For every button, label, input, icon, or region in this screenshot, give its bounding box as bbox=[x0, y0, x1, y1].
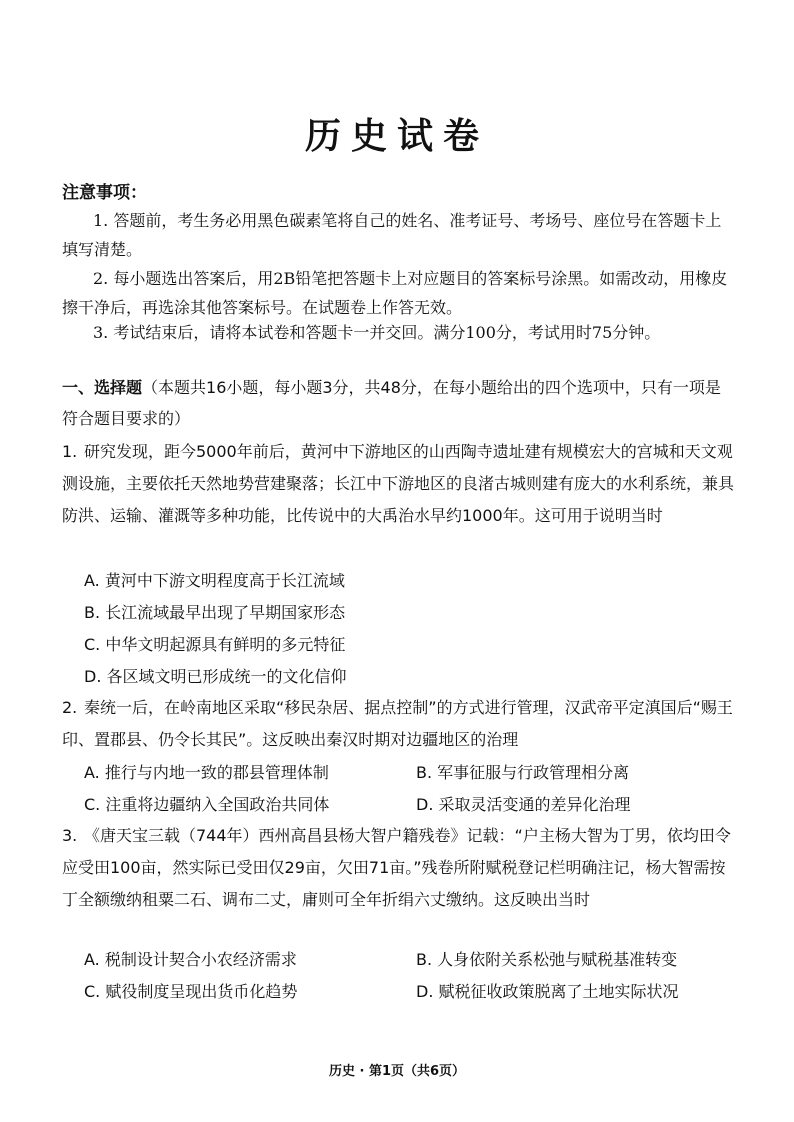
notice-item-3 bbox=[62, 318, 732, 347]
question-2 bbox=[62, 692, 736, 756]
q2-option-a: A. 推行与内地一致的郡县管理体制 bbox=[84, 763, 329, 782]
q1-option-a: A. 黄河中下游文明程度高于长江流域 bbox=[84, 571, 345, 590]
question-1 bbox=[62, 436, 736, 532]
notice-item-1 bbox=[62, 206, 732, 264]
q3-option-b: B. 人身依附关系松弛与赋税基准转变 bbox=[416, 950, 678, 969]
section-header bbox=[62, 372, 734, 434]
page-title: 历史试卷 bbox=[304, 115, 489, 157]
question-1-stem: 研究发现，距今5000年前后，黄河中下游地区的山西陶寺遗址建有规模宏大的宫城和天文观测设施，主要依托天然地势营建聚落；长江中下游地区的良渚古城则建有庞大的水利系统，兼具防洪、运输、灌溉等多种功能，比传说中的大禹治水早约1000年。这可用于说明当时 bbox=[62, 442, 735, 525]
question-3 bbox=[62, 820, 736, 916]
question-1-number: 1. bbox=[62, 442, 78, 461]
q1-option-b: B. 长江流域最早出现了早期国家形态 bbox=[84, 603, 346, 622]
section-label: 一、选择题 bbox=[62, 378, 143, 397]
q3-option-c: C. 赋役制度呈现出货币化趋势 bbox=[84, 982, 298, 1001]
q2-option-d: D. 采取灵活变通的差异化治理 bbox=[416, 795, 631, 814]
q2-option-c: C. 注重将边疆纳入全国政治共同体 bbox=[84, 795, 330, 814]
question-2-number: 2. bbox=[62, 698, 78, 717]
question-2-stem: 秦统一后，在岭南地区采取“移民杂居、据点控制”的方式进行管理，汉武帝平定滇国后“赐王印、置郡县、仍令长其民”。这反映出秦汉时期对边疆地区的治理 bbox=[62, 698, 733, 749]
q2-option-b: B. 军事征服与行政管理相分离 bbox=[416, 763, 630, 782]
page-footer: 历史 · 第1页（共6页） bbox=[328, 1064, 466, 1079]
question-3-stem: 《唐天宝三载（744年）西州高昌县杨大智户籍残卷》记载：“户主杨大智为丁男，依均田令应受田100亩，然实际已受田仅29亩，欠田71亩。”残卷所附赋税登记栏明确注记，杨大智需按丁全额缴纳租粟二石、调布二丈，庸则可全年折绢六丈缴纳。这反映出当时 bbox=[62, 826, 731, 909]
notice-heading: 注意事项： bbox=[62, 183, 147, 203]
q1-option-c: C. 中华文明起源具有鲜明的多元特征 bbox=[84, 635, 346, 654]
q1-option-d: D. 各区域文明已形成统一的文化信仰 bbox=[84, 667, 347, 686]
q3-option-a: A. 税制设计契合小农经济需求 bbox=[84, 950, 297, 969]
notice-item-2-text: 2. 每小题选出答案后，用2B铅笔把答题卡上对应题目的答案标号涂黑。如需改动，用橡皮擦干净后，再选涂其他答案标号。在试题卷上作答无效。 bbox=[62, 269, 728, 317]
notice-item-1-text: 1. 答题前，考生务必用黑色碳素笔将自己的姓名、准考证号、考场号、座位号在答题卡上填写清楚。 bbox=[62, 211, 722, 259]
notice-item-3-text: 3. 考试结束后，请将本试卷和答题卡一并交回。满分100分，考试用时75分钟。 bbox=[93, 323, 661, 342]
question-3-number: 3. bbox=[62, 826, 78, 845]
section-desc: （本题共16小题，每小题3分，共48分，在每小题给出的四个选项中，只有一项是符合题目要求的） bbox=[62, 378, 721, 428]
q3-option-d: D. 赋税征收政策脱离了土地实际状况 bbox=[416, 982, 679, 1001]
notice-item-2 bbox=[62, 264, 732, 322]
